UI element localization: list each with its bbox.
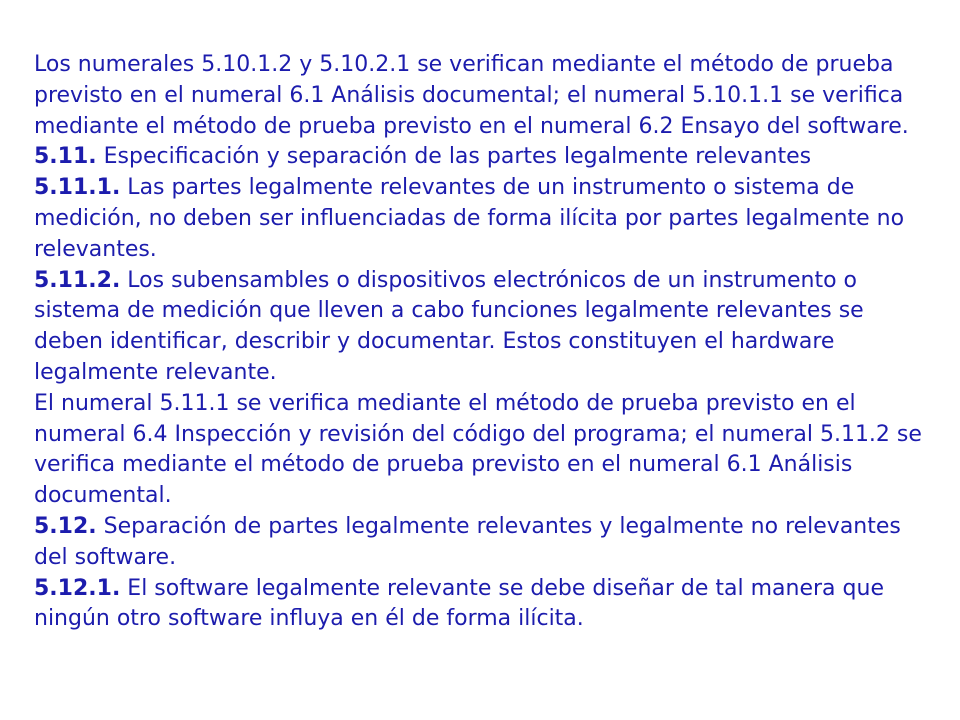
paragraph-text: Los subensambles o dispositivos electrónicos de un instrumento o sistema de medición que lleven a cabo funciones legalmente relevantes se deben identificar, describir y documentar. Estos constituyen el hardware legalmente relevante.: [34, 267, 864, 385]
section-number: 5.12.: [34, 513, 97, 539]
paragraph-verification-5-11: [34, 389, 934, 512]
section-number: 5.11.: [34, 144, 97, 170]
paragraph-text: Separación de partes legalmente relevantes y legalmente no relevantes del software.: [34, 513, 901, 570]
slide-body: [34, 50, 934, 635]
paragraph-5-11-1: [34, 173, 934, 265]
section-number: 5.11.1.: [34, 175, 121, 201]
paragraph-5-11-2: [34, 266, 934, 389]
paragraph-text: Los numerales 5.10.1.2 y 5.10.2.1 se verifican mediante el método de prueba previsto en el numeral 6.1 Análisis documental; el numeral 5.10.1.1 se verifica mediante el método de prueba previsto en el numeral 6.2 Ensayo del software.: [34, 52, 909, 139]
paragraph-text: Especificación y separación de las partes legalmente relevantes: [96, 144, 812, 170]
section-number: 5.11.2.: [34, 267, 121, 293]
paragraph-text: Las partes legalmente relevantes de un instrumento o sistema de medición, no deben ser influenciadas de forma ilícita por partes legalmente no relevantes.: [34, 175, 905, 262]
paragraph-5-12-1: [34, 574, 934, 636]
paragraph-text: El software legalmente relevante se debe diseñar de tal manera que ningún otro software influya en él de forma ilícita.: [34, 575, 884, 632]
paragraph-verification-5-10: [34, 50, 934, 142]
section-number: 5.12.1.: [34, 575, 121, 601]
paragraph-text: El numeral 5.11.1 se verifica mediante el método de prueba previsto en el numeral 6.4 Inspección y revisión del código del programa; el numeral 5.11.2 se verifica mediante el método de prueba previsto en el numeral 6.1 Análisis documental.: [34, 390, 922, 509]
heading-5-12: [34, 512, 934, 574]
heading-5-11: [34, 142, 934, 173]
